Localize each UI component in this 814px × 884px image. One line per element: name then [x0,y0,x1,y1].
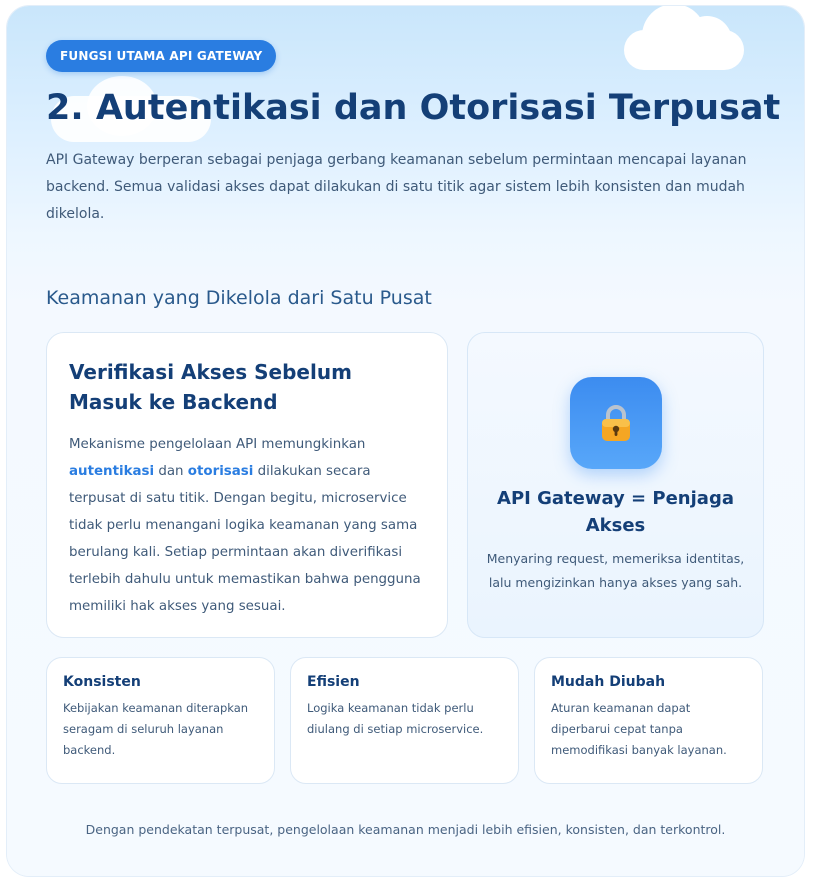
text-segment: Mekanisme pengelolaan API memungkinkan [69,437,366,452]
gateway-card-title: API Gateway = Penjaga Akses [497,488,734,536]
text-segment: dilakukan secara terpusat di satu titik. Dengan begitu, microservice tidak perlu menangani logika keamanan yang sama berulang kali. Setiap permintaan akan diverifikasi terlebih dahulu untuk memastikan bahwa pengguna memiliki hak akses yang sesuai. [69,464,421,614]
feature-title: Efisien [307,674,360,690]
highlight-authorization: otorisasi [187,464,254,479]
text-segment: dan [154,464,188,479]
verification-card [46,332,448,638]
feature-card-easy-change [534,657,763,784]
highlight-authentication: autentikasi [69,464,155,479]
page-title: 2. Autentikasi dan Otorisasi Terpusat [46,88,781,128]
feature-title: Mudah Diubah [551,674,666,690]
verification-card-title: Verifikasi Akses Sebelum Masuk ke Backend [69,360,352,414]
section-heading: Keamanan yang Dikelola dari Satu Pusat [46,287,432,309]
footer-note: Dengan pendekatan terpusat, pengelolaan keamanan menjadi lebih efisien, konsisten, dan terkontrol. [85,822,726,837]
feature-description: Aturan keamanan dapat diperbarui cepat tanpa memodifikasi banyak layanan. [551,701,727,757]
gateway-card [467,332,764,638]
verification-card-text [69,431,425,620]
lock-icon-tile [570,377,662,469]
intro-paragraph: API Gateway berperan sebagai penjaga gerbang keamanan sebelum permintaan mencapai layanan backend. Semua validasi akses dapat dilakukan di satu titik agar sistem lebih konsisten dan mudah dikelola. [46,152,747,222]
section-badge: FUNGSI UTAMA API GATEWAY [46,40,276,72]
feature-description: Logika keamanan tidak perlu diulang di setiap microservice. [307,701,484,736]
gateway-card-description: Menyaring request, memeriksa identitas, lalu mengizinkan hanya akses yang sah. [486,551,745,590]
lock-icon [600,404,632,442]
feature-description: Kebijakan keamanan diterapkan seragam di seluruh layanan backend. [63,701,249,757]
feature-card-consistent [46,657,275,784]
feature-title: Konsisten [63,674,141,690]
slide-container [7,6,804,876]
feature-card-efficient [290,657,519,784]
